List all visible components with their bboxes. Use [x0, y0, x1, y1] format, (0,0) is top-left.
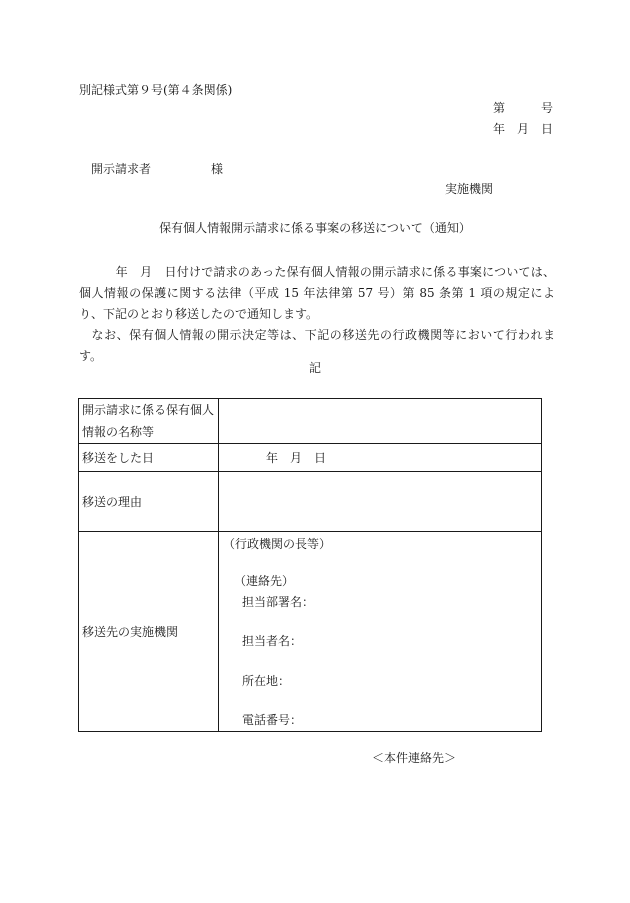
row-value-reason: [219, 472, 542, 532]
footer-contact: ＜本件連絡先＞: [372, 751, 457, 765]
row-label-info-name: 開示請求に係る保有個人情報の名称等: [79, 399, 219, 444]
info-table: [78, 398, 542, 732]
table-row: [79, 399, 542, 444]
row-value-destination: [219, 532, 542, 732]
ki-label: 記: [308, 361, 321, 375]
row-label-transfer-date: 移送をした日: [79, 444, 219, 472]
row-label-destination: 移送先の実施機関: [79, 532, 219, 732]
sender-agency: 実施機関: [445, 182, 494, 196]
document-date: 年 月 日: [493, 122, 554, 136]
body-text: [79, 262, 555, 367]
dest-phone: 電話番号：: [242, 713, 303, 727]
dest-person: 担当者名：: [242, 634, 303, 648]
table-row: [79, 532, 542, 732]
dest-head: （行政機関の長等）: [223, 537, 332, 551]
row-label-reason: 移送の理由: [79, 472, 219, 532]
row-value-info-name: [219, 399, 542, 444]
body-paragraph-1: 年 月 日付けで請求のあった保有個人情報の開示請求に係る事案については、個人情報の保護に関する法律（平成 15 年法律第 57 号）第 85 条第 1 項の規定により、下記のとおり移送したので通知します。: [79, 265, 555, 321]
table-row: [79, 444, 542, 472]
dest-address: 所在地：: [242, 674, 291, 688]
destination-block: [219, 532, 541, 731]
form-number: 別記様式第９号(第４条関係): [79, 83, 233, 97]
body-paragraph-2: なお、保有個人情報の開示決定等は、下記の移送先の行政機関等において行われます。: [79, 328, 555, 363]
document-number: 第 号: [493, 101, 554, 115]
addressee: 開示請求者 様: [91, 162, 224, 176]
table-row: [79, 472, 542, 532]
dest-department: 担当部署名：: [242, 595, 315, 609]
row-value-transfer-date: 年 月 日: [219, 444, 542, 472]
dest-contact: （連絡先）: [234, 574, 295, 588]
page-title: 保有個人情報開示請求に係る事案の移送について（通知）: [159, 221, 471, 235]
